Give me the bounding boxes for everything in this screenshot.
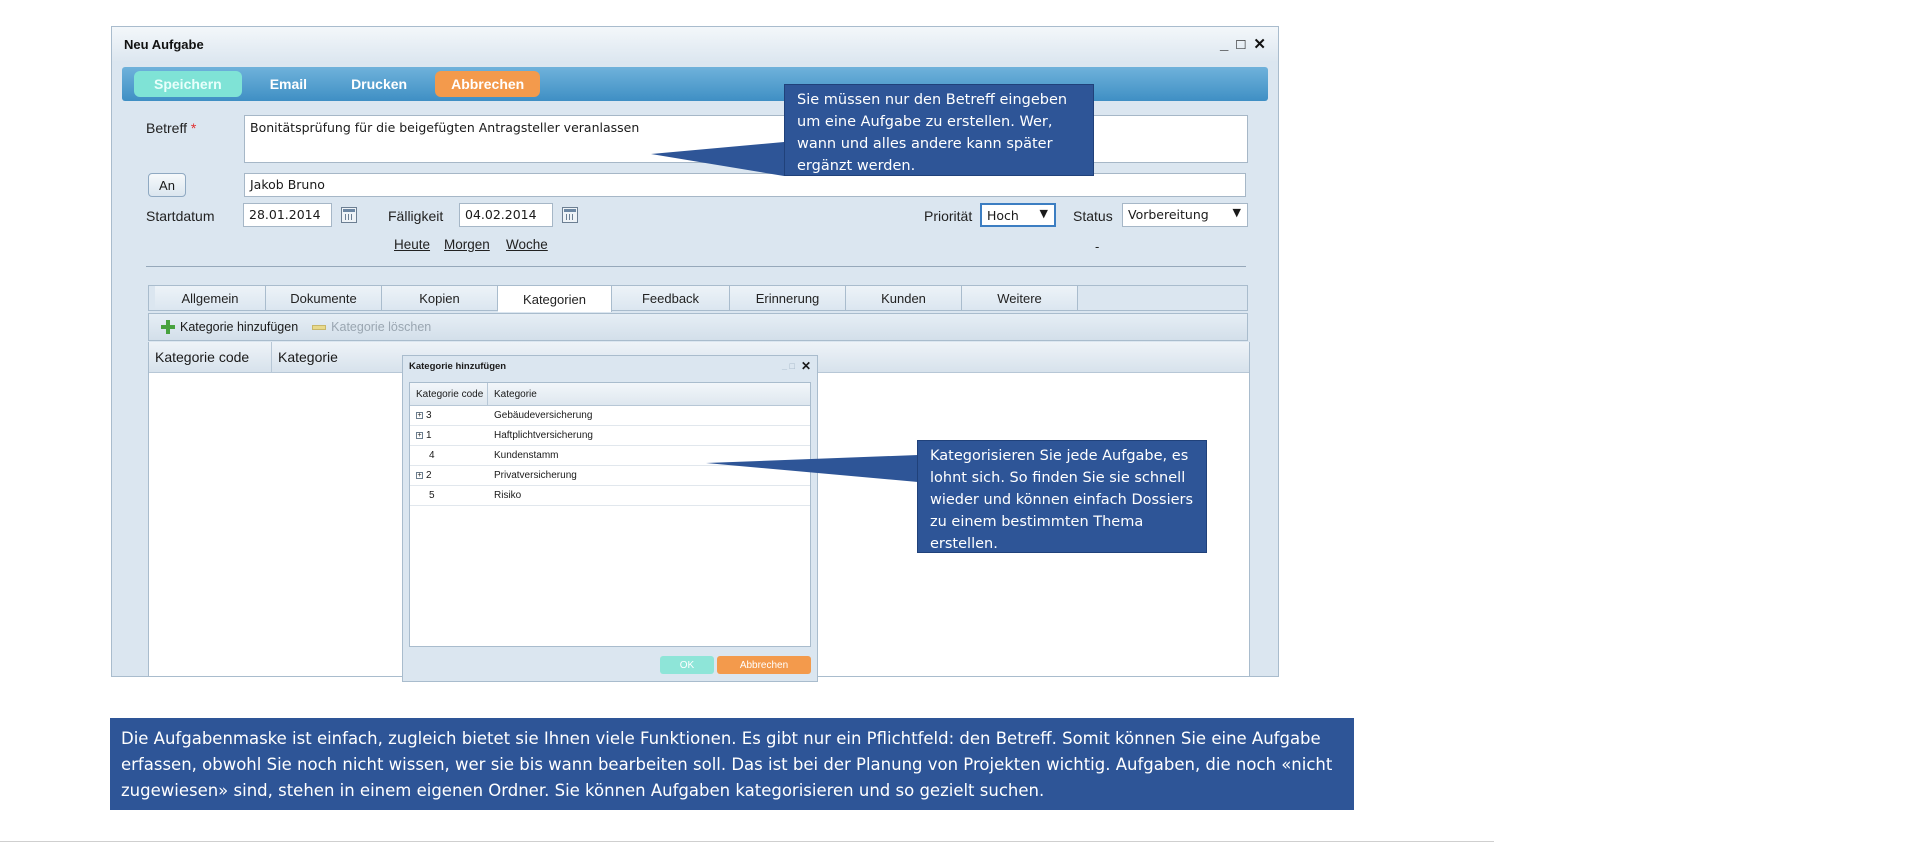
- list-item[interactable]: [410, 406, 810, 426]
- tab-weitere[interactable]: Weitere: [962, 286, 1078, 310]
- close-icon[interactable]: ✕: [1253, 35, 1266, 53]
- quick-date-today[interactable]: Heute: [394, 237, 431, 252]
- subject-label-text: Betreff: [146, 120, 187, 136]
- due-date-input[interactable]: 04.02.2014: [459, 203, 553, 227]
- subject-label: [146, 120, 196, 136]
- column-header-code[interactable]: Kategorie code: [149, 342, 272, 372]
- calendar-icon[interactable]: [341, 207, 357, 223]
- dropdown-arrow-icon: ▼: [1232, 206, 1241, 219]
- item-name: Privatversicherung: [494, 470, 577, 481]
- add-category-label: Kategorie hinzufügen: [180, 320, 299, 334]
- item-code: 4: [429, 450, 435, 461]
- tab-feedback[interactable]: Feedback: [612, 286, 730, 310]
- add-category-dialog: [402, 355, 818, 682]
- item-code: 5: [429, 490, 435, 501]
- email-button[interactable]: Email: [269, 76, 308, 92]
- list-item[interactable]: [410, 446, 810, 466]
- item-code: 2: [426, 470, 432, 481]
- expand-icon[interactable]: +: [417, 412, 422, 419]
- calendar-icon[interactable]: [562, 207, 578, 223]
- due-date-label: Fälligkeit: [388, 208, 444, 224]
- dropdown-arrow-icon: ▼: [1039, 207, 1048, 220]
- close-icon[interactable]: ✕: [800, 359, 811, 373]
- minimize-icon[interactable]: _ □: [781, 361, 795, 371]
- tab-bar: [148, 285, 1248, 311]
- category-toolbar: [148, 313, 1248, 341]
- delete-category-label: Kategorie löschen: [331, 320, 432, 334]
- priority-label: Priorität: [924, 208, 973, 224]
- tab-kopien[interactable]: Kopien: [382, 286, 498, 310]
- status-note: -: [1095, 239, 1100, 254]
- start-date-label: Startdatum: [146, 208, 215, 224]
- minus-icon: [312, 325, 326, 330]
- dialog-list: [409, 382, 811, 647]
- ok-button[interactable]: OK: [660, 656, 714, 674]
- tab-allgemein[interactable]: Allgemein: [155, 286, 266, 310]
- dialog-list-header: [410, 383, 810, 406]
- description-box: Die Aufgabenmaske ist einfach, zugleich bietet sie Ihnen viele Funktionen. Es gibt nur ein Pflichtfeld: den Betreff. Somit können Sie eine Aufgabe erfassen, obwohl Sie noch nicht wissen, wer sie bis wann bearbeiten soll. Das ist bei der Planung von Projekten wichtig. Aufgaben, die noch «nicht zugewiesen» sind, stehen in einem eigenen Ordner. Sie können Aufgaben kategorisieren und so gezielt suchen.: [110, 718, 1354, 810]
- main-toolbar: [122, 67, 1268, 101]
- divider: [146, 266, 1246, 267]
- quick-date-week[interactable]: Woche: [506, 237, 548, 252]
- priority-select[interactable]: [980, 203, 1056, 227]
- delete-category-button[interactable]: [312, 320, 431, 334]
- maximize-icon[interactable]: □: [1236, 35, 1246, 53]
- item-name: Risiko: [494, 490, 522, 501]
- column-header-category[interactable]: Kategorie: [278, 349, 338, 365]
- list-item[interactable]: [410, 466, 810, 486]
- window-title: Neu Aufgabe: [124, 36, 204, 52]
- save-button[interactable]: Speichern: [134, 71, 242, 97]
- expand-icon[interactable]: +: [417, 472, 422, 479]
- cancel-button[interactable]: Abbrechen: [435, 71, 540, 97]
- item-name: Kundenstamm: [494, 450, 559, 461]
- tab-kunden[interactable]: Kunden: [846, 286, 962, 310]
- add-category-button[interactable]: [161, 320, 298, 334]
- minimize-icon[interactable]: _: [1220, 35, 1229, 53]
- tab-dokumente[interactable]: Dokumente: [266, 286, 382, 310]
- list-item[interactable]: [410, 426, 810, 446]
- start-date-input[interactable]: 28.01.2014: [243, 203, 332, 227]
- subject-input[interactable]: Bonitätsprüfung für die beigefügten Antragsteller veranlassen: [244, 115, 1248, 163]
- subject-tip-callout: Sie müssen nur den Betreff eingeben um eine Aufgabe zu erstellen. Wer, wann und alles andere kann später ergänzt werden.: [784, 84, 1094, 176]
- required-mark: *: [190, 120, 197, 136]
- plus-icon: [161, 320, 175, 334]
- priority-value: Hoch: [987, 208, 1019, 223]
- print-button[interactable]: Drucken: [351, 76, 408, 92]
- dialog-column-code[interactable]: Kategorie code: [410, 383, 488, 405]
- tab-erinnerung[interactable]: Erinnerung: [730, 286, 846, 310]
- expand-icon[interactable]: +: [417, 432, 422, 439]
- to-button[interactable]: An: [148, 173, 186, 197]
- item-name: Gebäudeversicherung: [494, 410, 593, 421]
- to-input[interactable]: Jakob Bruno: [244, 173, 1246, 197]
- status-select[interactable]: [1122, 203, 1248, 227]
- status-value: Vorbereitung: [1128, 207, 1209, 222]
- item-name: Haftplichtversicherung: [494, 430, 593, 441]
- quick-date-tomorrow[interactable]: Morgen: [444, 237, 490, 252]
- dialog-titlebar[interactable]: [403, 356, 817, 376]
- tab-kategorien[interactable]: Kategorien: [498, 286, 612, 312]
- window-controls: [1220, 37, 1266, 52]
- category-tip-callout: Kategorisieren Sie jede Aufgabe, es lohnt sich. So finden Sie sie schnell wieder und können einfach Dossiers zu einem bestimmten Thema erstellen.: [917, 440, 1207, 553]
- dialog-column-category[interactable]: Kategorie: [494, 388, 537, 400]
- item-code: 3: [426, 410, 432, 421]
- dialog-cancel-button[interactable]: Abbrechen: [717, 656, 811, 674]
- item-code: 1: [426, 430, 432, 441]
- status-label: Status: [1073, 208, 1113, 224]
- dialog-title: Kategorie hinzufügen: [409, 360, 507, 372]
- list-item[interactable]: [410, 486, 810, 506]
- window-titlebar[interactable]: [112, 27, 1278, 61]
